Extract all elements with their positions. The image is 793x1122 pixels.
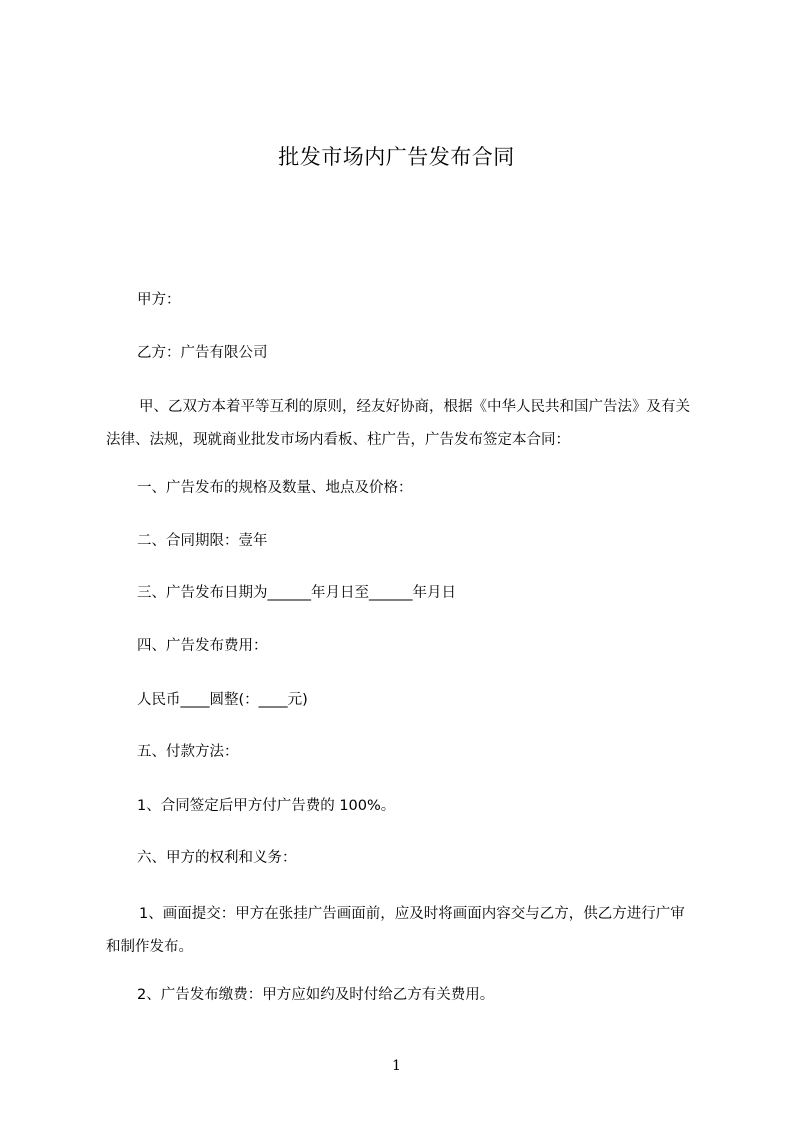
clause-6-heading: 六、甲方的权利和义务： bbox=[137, 850, 297, 866]
party-b-line: 乙方：广告有限公司 bbox=[137, 345, 268, 361]
clause-4-heading: 四、广告发布费用： bbox=[137, 638, 268, 654]
document-title: 批发市场内广告发布合同 bbox=[278, 145, 515, 169]
clause-1-heading: 一、广告发布的规格及数量、地点及价格： bbox=[137, 480, 413, 496]
preamble-paragraph: 甲、乙双方本着平等互利的原则，经友好协商，根据《中华人民共和国广告法》及有关法律、法规，现就商业批发市场内看板、柱广告，广告发布签定本合同： bbox=[106, 399, 690, 448]
clause-5-item-1: 1、合同签定后甲方付广告费的 100%。 bbox=[137, 798, 396, 814]
party-a-line: 甲方： bbox=[137, 292, 181, 308]
clause-6-item-2: 2、广告发布缴费：甲方应如约及时付给乙方有关费用。 bbox=[137, 987, 495, 1003]
clause-5-heading: 五、付款方法： bbox=[137, 744, 239, 760]
clause-4-amount: 人民币____圆整(：____元) bbox=[137, 692, 308, 708]
clause-2-heading: 二、合同期限：壹年 bbox=[137, 533, 268, 549]
page-number: 1 bbox=[392, 1058, 401, 1074]
clause-3-heading: 三、广告发布日期为______年月日至______年月日 bbox=[137, 585, 456, 601]
clause-6-item-1: 1、画面提交：甲方在张挂广告画面前，应及时将画面内容交与乙方，供乙方进行广审和制作发布。 bbox=[106, 906, 685, 955]
